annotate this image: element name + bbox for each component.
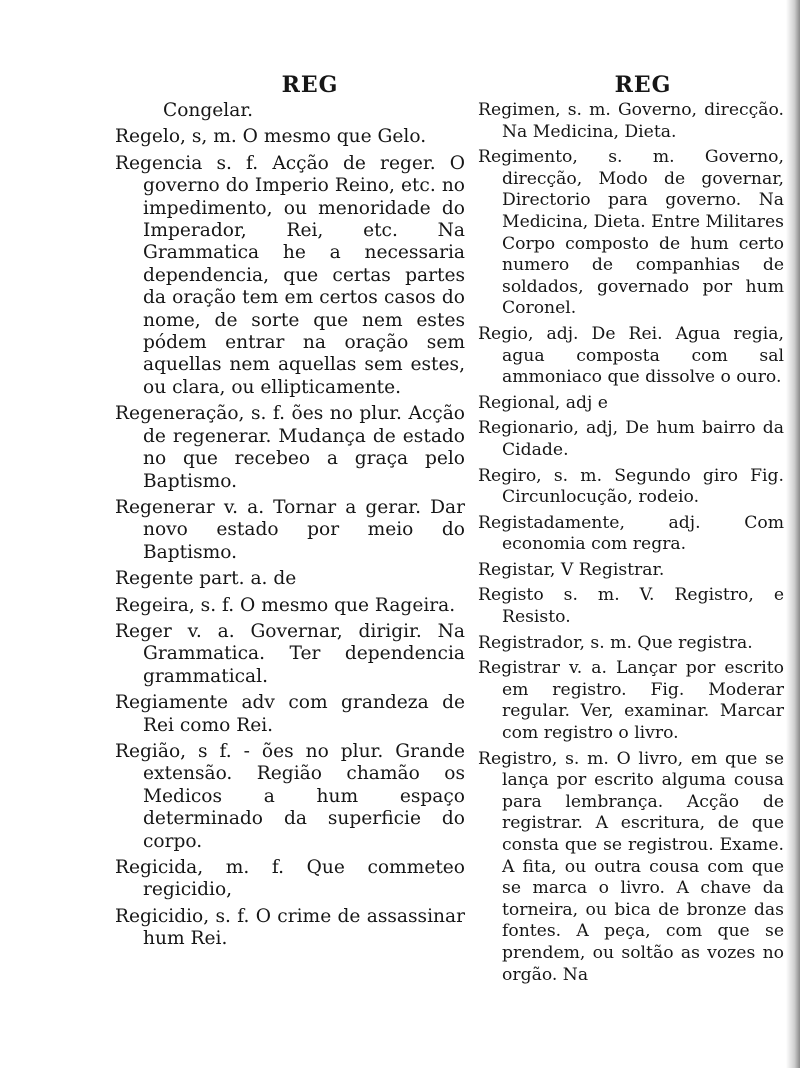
left-running-header: REG: [281, 72, 339, 98]
entry-reger: Reger v. a. Governar, dirigir. Na Grammatica. Ter dependencia grammatical.: [115, 620, 465, 687]
left-column: [115, 72, 465, 955]
entry-regente: Regente part. a. de: [115, 568, 297, 590]
entry-regicidio: Regicidio, s. f. O crime de assassinar hum Rei.: [115, 905, 465, 950]
right-running-header: REG: [614, 72, 672, 98]
entry-regelo: Regelo, s, m. O mesmo que Gelo.: [115, 126, 427, 148]
entry-congelar-cont: Congelar.: [163, 100, 254, 121]
entry-regencia: Regencia s. f. Acção de reger. O governo do Imperio Reino, etc. no impedimento, ou menoridade do Imperador, Rei, etc. Na Grammatica he a necessaria dependencia, que certas partes da oração tem em certos casos do nome, de sorte que nem estes pódem entrar na oração sem aquellas nem aquellas sem estes, ou clara, ou ellipticamente.: [115, 152, 465, 398]
entry-regicida: Regicida, m. f. Que commeteo regicidio,: [115, 857, 465, 901]
entry-regional: Regional, adj e: [478, 392, 608, 413]
entry-registadamente: Registadamente, adj. Com economia com regra.: [478, 512, 784, 555]
entry-regeira: Regeira, s. f. O mesmo que Rageira.: [115, 594, 456, 616]
entry-regeneracao: Regeneração, s. f. ões no plur. Acção de regenerar. Mudança de estado no que recebeo a graça pelo Baptismo.: [115, 403, 465, 492]
right-column: [478, 72, 784, 990]
entry-regionario: Regionario, adj, De hum bairro da Cidade.: [478, 418, 784, 460]
entry-regiamente: Regiamente adv com grandeza de Rei como Rei.: [115, 692, 465, 736]
entry-registrador: Registrador, s. m. Que registra.: [478, 632, 753, 653]
entry-regimen: Regimen, s. m. Governo, direcção. Na Medicina, Dieta.: [478, 100, 784, 142]
entry-registar: Registar, V Registrar.: [478, 559, 665, 580]
entry-regiro: Regiro, s. m. Segundo giro Fig. Circunlocução, rodeio.: [478, 465, 784, 508]
entry-registrar: Registrar v. a. Lançar por escrito em registro. Fig. Moderar regular. Ver, examinar. Marcar com registro o livro.: [478, 658, 784, 744]
entry-registro: Registro, s. m. O livro, em que se lança por escrito alguma cousa para lembrança. Acção de registrar. A escritura, de que consta que se registrou. Exame. A fita, ou outra cousa com que se marca o livro. A chave da torneira, ou bica de bronze das fontes. A peça, com que se prendem, ou soltão as vozes no orgão. Na: [478, 748, 784, 985]
entry-regimento: Regimento, s. m. Governo, direcção, Modo de governar, Directorio para governo. Na Medicina, Dieta. Entre Militares Corpo composto de hum certo numero de companhias de soldados, governado por hum Coronel.: [478, 147, 784, 319]
entry-regio: Regio, adj. De Rei. Agua regia, agua composta com sal ammoniaco que dissolve o ouro.: [478, 323, 784, 388]
entry-regiao: Região, s f. - ões no plur. Grande extensão. Região chamão os Medicos a hum espaço determinado da superficie do corpo.: [115, 740, 465, 852]
entry-regenerar: Regenerar v. a. Tornar a gerar. Dar novo estado por meio do Baptismo.: [115, 496, 465, 563]
entry-registo: Registo s. m. V. Registro, e Resisto.: [478, 585, 784, 628]
